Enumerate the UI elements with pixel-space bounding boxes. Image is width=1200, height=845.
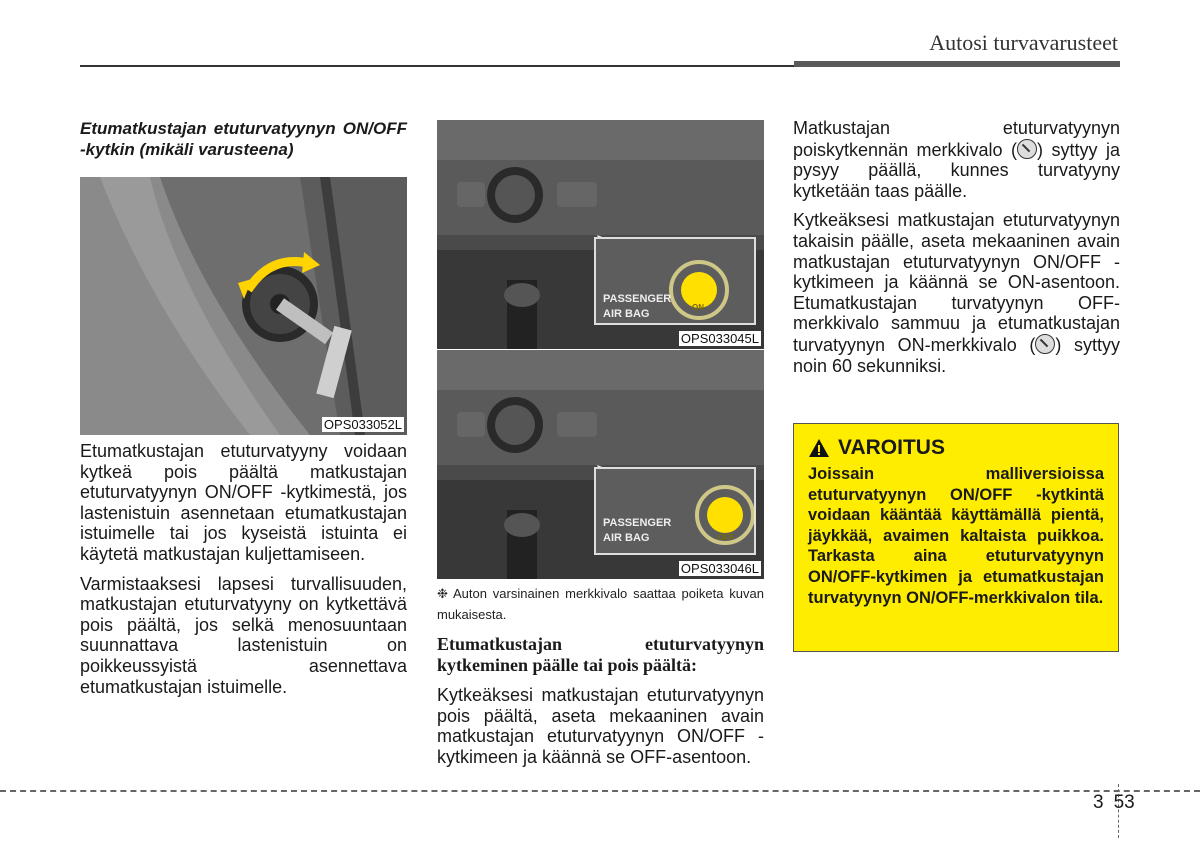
section-heading: Etumatkustajan etuturvatyynyn kytkeminen päälle tai pois päältä:	[437, 634, 764, 675]
column-left	[80, 118, 407, 169]
figure-label: OPS033052L	[323, 417, 402, 432]
column-left-text	[80, 441, 407, 706]
airbag-on-indicator-icon	[1035, 334, 1055, 354]
paragraph: Varmistaaksesi lapsesi turvallisuuden, matkustajan etuturvatyyny on kytkettävä pois päältä, jos selkä menosuuntaan suunnattava lastenistuin on poikkeussyistä asennettava etumatkustajan istuimelle.	[80, 573, 407, 697]
off-badge: OFF	[718, 533, 734, 542]
indicator-text-line1: PASSENGER	[603, 517, 672, 529]
page-number-value: 53	[1113, 792, 1135, 813]
airbag-switch-illustration	[80, 177, 407, 435]
on-badge: ON	[692, 303, 704, 312]
page-header-title: Autosi turvavarusteet	[929, 30, 1118, 55]
warning-triangle-icon	[808, 438, 830, 458]
warning-title: VAROITUS	[838, 436, 945, 459]
indicator-text-line2: AIR BAG	[603, 308, 650, 320]
paragraph: Etumatkustajan etuturvatyyny voidaan kytkeä pois päältä matkustajan etuturvatyynyn ON/OFF -kytkimestä, jos lastenistuin asennetaan etumatkustajan istuimelle tai jos kyseistä istuinta ei käytetä matkustajan kuljettamiseen.	[80, 441, 407, 564]
paragraph-text: Kytkeäksesi matkustajan etuturvatyynyn takaisin päälle, aseta mekaaninen avain matkustajan etuturvatyynyn ON/OFF -kytkimeen ja käännä se ON-asentoon. Etumatkustajan turvatyynyn OFF-merkkivalo sammuu ja etumatkustajan turvatyynyn ON-merkkivalo (	[793, 210, 1120, 355]
column-right-text	[793, 118, 1120, 385]
paragraph-text: ) syttyy ja pysyy päällä, kunnes turvatyyny kytketään taas päälle.	[793, 139, 1120, 201]
figure-indicator-off	[437, 350, 764, 579]
header-rule	[80, 65, 794, 67]
chapter-number: 3	[1093, 792, 1104, 813]
footer-rule	[0, 790, 1200, 792]
warning-title-row	[808, 436, 1104, 460]
page-number	[1093, 792, 1135, 814]
section-heading: Etumatkustajan etuturvatyynyn ON/OFF -kytkin (mikäli varusteena)	[80, 119, 407, 159]
paragraph-text: Matkustajan etuturvatyynyn poiskytkennän merkkivalo (	[793, 118, 1120, 160]
paragraph: Kytkeäksesi matkustajan etuturvatyynyn pois päältä, aseta mekaaninen avain matkustajan etuturvatyynyn ON/OFF -kytkimeen ja käännä se OFF-asentoon.	[437, 685, 764, 767]
indicator-text-line1: PASSENGER	[603, 293, 672, 305]
figure-label: OPS033046L	[680, 561, 759, 576]
paragraph-text: ) syttyy noin 60 sekunniksi.	[793, 334, 1120, 376]
paragraph	[793, 118, 1120, 201]
warning-body: Joissain malliversioissa etuturvatyynyn ON/OFF -kytkintä voidaan kääntää käyttämällä pientä, jäykkää, avaimen kaltaista puikkoa. Tarkasta aina etuturvatyynyn ON/OFF-kytkimen ja etumatkustajan turvatyynyn ON/OFF-merkkivalon tila.	[808, 465, 1104, 607]
warning-box	[793, 423, 1119, 652]
figure-indicator-on	[437, 120, 764, 349]
column-middle-text	[437, 583, 764, 776]
figure-airbag-switch	[80, 177, 407, 435]
header-rule-accent	[794, 61, 1120, 67]
indicator-text-line2: AIR BAG	[603, 532, 650, 544]
airbag-off-indicator-icon	[1017, 139, 1037, 159]
paragraph	[793, 210, 1120, 376]
indicator-off-illustration	[437, 350, 764, 579]
indicator-on-illustration	[437, 120, 764, 349]
figure-label: OPS033045L	[680, 331, 759, 346]
figure-note: ❉ Auton varsinainen merkkivalo saattaa poiketa kuvan mukaisesta.	[437, 586, 764, 622]
